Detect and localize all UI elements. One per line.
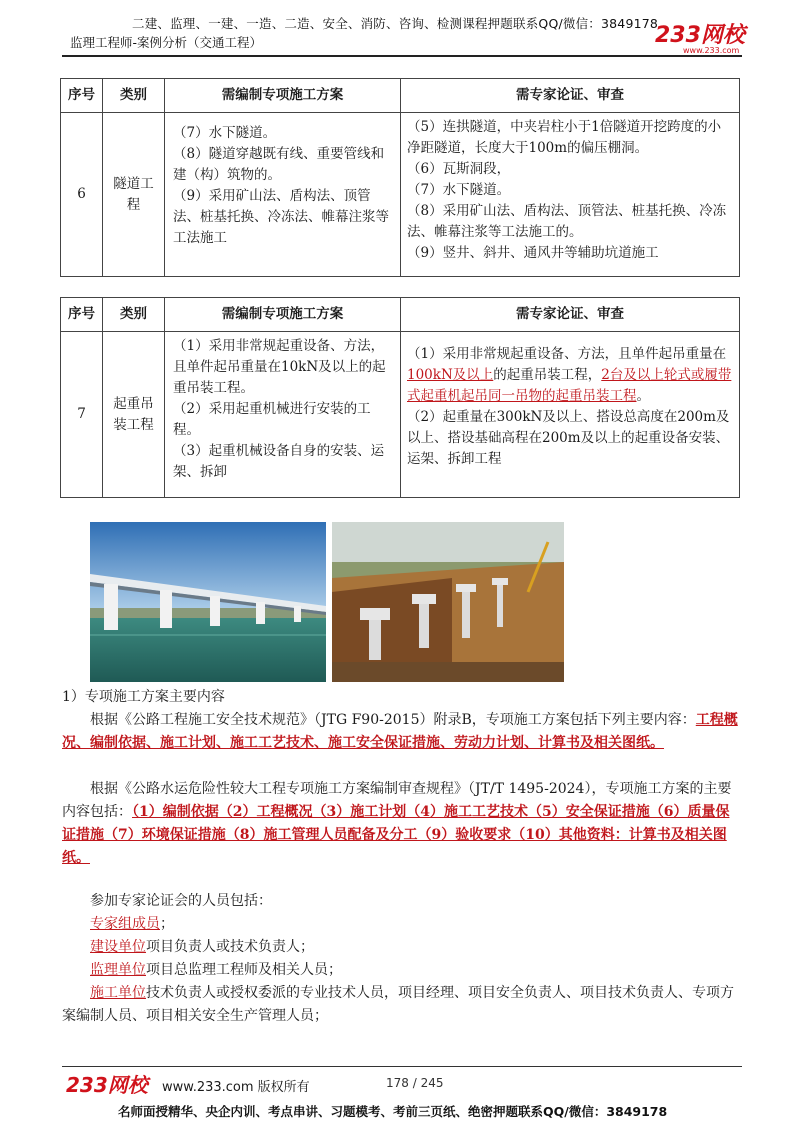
col-header-plan: 需编制专项施工方案: [165, 79, 401, 113]
plan-item: （2）采用起重机械进行安装的工程。: [173, 401, 371, 438]
list-item-text: 项目负责人或技术负责人；: [146, 939, 314, 955]
col-header-plan: 需编制专项施工方案: [165, 298, 401, 332]
plan-item: （3）起重机械设备自身的安装、运架、拆卸: [173, 443, 385, 480]
list-item-label: 建设单位: [90, 939, 146, 955]
col-header-no: 序号: [61, 79, 103, 113]
paragraph-1: [62, 709, 742, 755]
plan-item: （7）水下隧道。: [173, 125, 277, 141]
section-heading: 1）专项施工方案主要内容: [62, 689, 225, 705]
list-item-experts: [62, 913, 742, 936]
table-tunnel: [60, 78, 740, 277]
page-number: 178 / 245: [386, 1076, 444, 1090]
footer-divider: [62, 1066, 742, 1067]
row-category: 起重吊装工程: [103, 332, 165, 498]
header-contact-line: 二建、监理、一建、一造、二造、安全、消防、咨询、检测课程押题联系QQ/微信：3849178: [132, 16, 659, 31]
para2-text: 根据《公路水运危险性较大工程专项施工方案编制审查规程》（JT/T 1495-2024），专项施工方案的主要内容包括：: [62, 781, 732, 820]
plan-item: （9）采用矿山法、盾构法、顶管法、桩基托换、冷冻法、帷幕注浆等工法施工: [173, 188, 389, 246]
row-plan-cell: [165, 332, 401, 498]
table-header-row: [61, 79, 740, 113]
footer-contact-line: 名师面授精华、央企内训、考点串讲、习题模考、考前三页纸、绝密押题联系QQ/微信：3849178: [118, 1104, 668, 1119]
footer-copyright: www.233.com 版权所有: [162, 1080, 310, 1095]
table-row: [61, 332, 740, 498]
paragraph-2: [62, 778, 742, 870]
list-item-text: 项目总监理工程师及相关人员；: [146, 962, 342, 978]
construction-photo: [332, 522, 564, 682]
list-item-owner: [62, 936, 742, 959]
review-item: （9）竖井、斜井、通风井等辅助坑道施工: [407, 245, 659, 261]
header-divider: [62, 55, 742, 57]
col-header-category: 类别: [103, 298, 165, 332]
para1-text: 根据《公路工程施工安全技术规范》（JTG F90-2015）附录B，专项施工方案包括下列主要内容：: [90, 712, 696, 728]
row-no: 6: [61, 113, 103, 277]
list-item-text: 技术负责人或授权委派的专业技术人员，项目经理、项目安全负责人、项目技术负责人、专项方案编制人员、项目相关安全生产管理人员；: [62, 985, 734, 1024]
row-no: 7: [61, 332, 103, 498]
review-item: （5）连拱隧道，中夹岩柱小于1倍隧道开挖跨度的小净距隧道，长度大于100m的偏压棚洞。: [407, 119, 722, 156]
col-header-category: 类别: [103, 79, 165, 113]
brand-logo-url: www.233.com: [683, 46, 740, 55]
row-plan-cell: [165, 113, 401, 277]
table-header-row: [61, 298, 740, 332]
list-item-text: ；: [160, 916, 174, 932]
review-text: （1）采用非常规起重设备、方法，且单件起吊重量在: [407, 346, 727, 362]
list-item-label: 监理单位: [90, 962, 146, 978]
list-item-label: 专家组成员: [90, 916, 160, 932]
review-item: （8）采用矿山法、盾构法、顶管法、桩基托换、冷冻法、帷幕注浆等工法施工的。: [407, 203, 727, 240]
header-doc-title: 监理工程师-案例分析（交通工程）: [70, 35, 263, 50]
row-review-cell: [401, 113, 740, 277]
review-item: [407, 344, 733, 407]
col-header-review: 需专家论证、审查: [401, 298, 740, 332]
list-item-supervisor: [62, 959, 742, 982]
bridge-photo: [90, 522, 326, 682]
plan-item: （8）隧道穿越既有线、重要管线和建（构）筑物的。: [173, 146, 385, 183]
row-review-cell: [401, 332, 740, 498]
para1-emphasis: 工程概况、编制依据、施工计划、施工工艺技术、施工安全保证措施、劳动力计划、计算书及相关图纸。: [62, 712, 738, 751]
brand-logo: [655, 18, 745, 55]
col-header-no: 序号: [61, 298, 103, 332]
review-item: （7）水下隧道。: [407, 182, 511, 198]
para2-emphasis: （1）编制依据（2）工程概况（3）施工计划（4）施工工艺技术（5）安全保证措施（6）质量保证措施（7）环境保证措施（8）施工管理人员配备及分工（9）验收要求（10）其他资料：计算书及相关图纸。: [62, 804, 730, 866]
plan-item: （1）采用非常规起重设备、方法，且单件起吊重量在10kN及以上的起重吊装工程。: [173, 338, 386, 396]
row-category: 隧道工程: [103, 113, 165, 277]
list-item-contractor: [62, 982, 742, 1028]
review-text: 。: [636, 388, 650, 404]
review-highlight: 2台及以上轮式或履带式起重机起吊同一吊物的起重吊装工程: [407, 367, 732, 404]
review-text: 的起重吊装工程，: [493, 367, 602, 383]
list-item-label: 施工单位: [90, 985, 146, 1001]
review-item: （6）瓦斯洞段，: [407, 161, 511, 177]
footer-logo: 233网校: [66, 1073, 148, 1097]
table-lifting: [60, 297, 740, 498]
col-header-review: 需专家论证、审查: [401, 79, 740, 113]
paragraph-3: 参加专家论证会的人员包括：: [90, 893, 272, 909]
review-item: （2）起重量在300kN及以上、搭设总高度在200m及以上、搭设基础高程在200m及以上的起重设备安装、运架、拆卸工程: [407, 409, 730, 467]
table-row: [61, 113, 740, 277]
review-highlight: 100kN及以上: [407, 367, 494, 383]
brand-logo-text: 233网校: [655, 23, 745, 48]
